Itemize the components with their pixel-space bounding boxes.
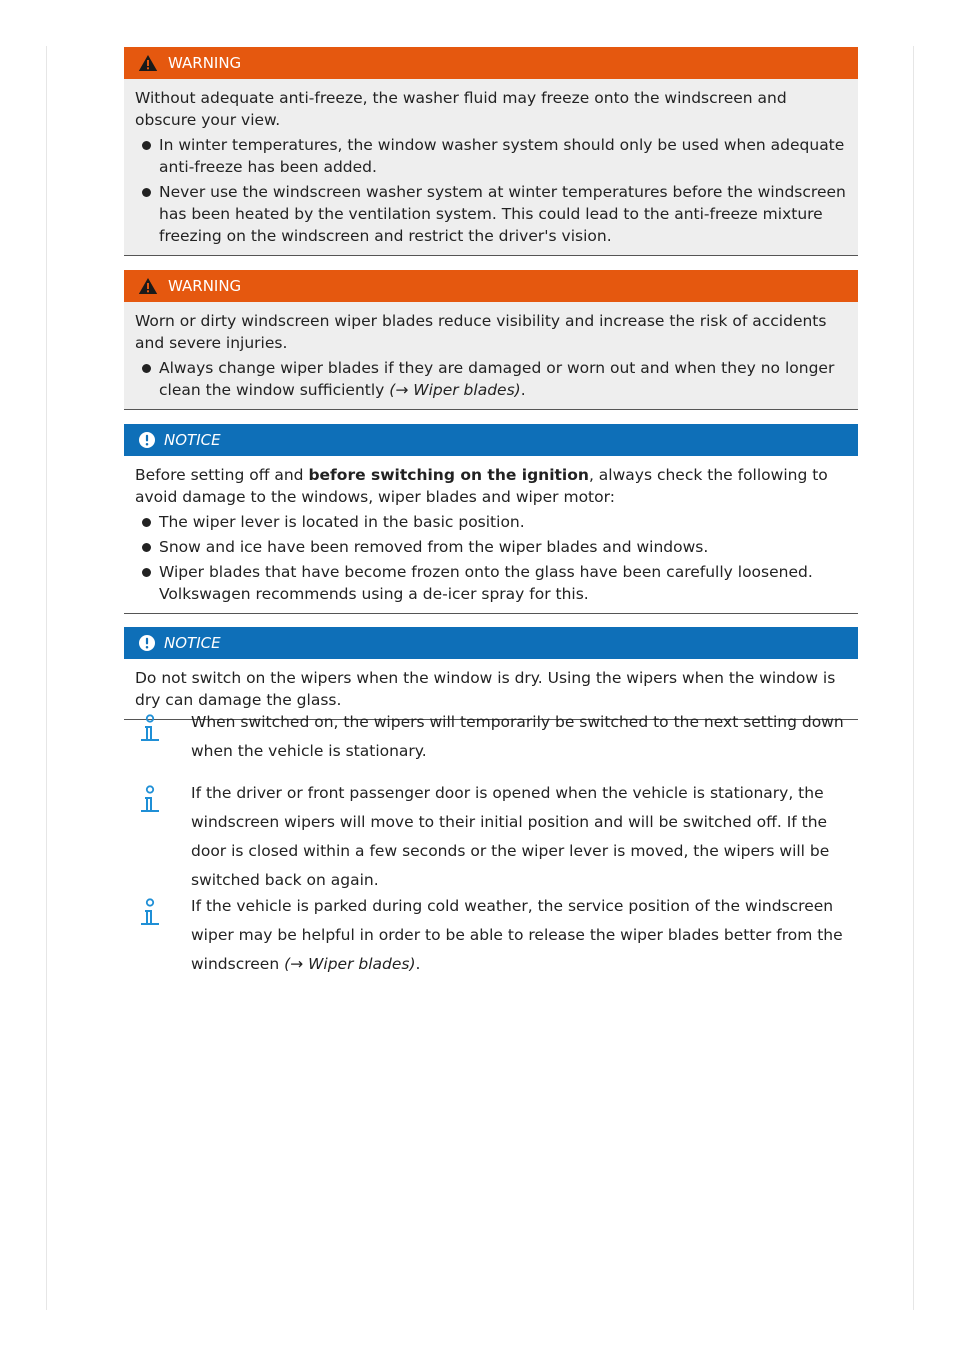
warning-list — [135, 134, 846, 247]
list-item: Wiper blades that have become frozen onto the glass have been carefully loosened. Volkswagen recommends using a de-icer spray for this. — [135, 561, 846, 605]
notice-box-dry-window — [124, 627, 858, 720]
list-item: Never use the windscreen washer system at winter temperatures before the windscreen has been heated by the ventilation system. This could lead to the anti-freeze mixture freezing on the windscreen and restrict the driver's vision. — [135, 181, 846, 247]
cross-reference-link[interactable]: (→ Wiper blades) — [389, 381, 521, 399]
warning-text: Without adequate anti-freeze, the washer fluid may freeze onto the windscreen and obscure your view. — [135, 89, 787, 129]
warning-triangle-icon — [138, 54, 158, 72]
info-note — [191, 779, 861, 895]
warning-triangle-icon — [138, 277, 158, 295]
list-item: The wiper lever is located in the basic position. — [135, 511, 846, 533]
text-segment: If the vehicle is parked during cold weather, the service position of the windscreen wiper may be helpful in order to be able to release the wiper blades better from the windscreen — [191, 897, 843, 973]
notice-text: Do not switch on the wipers when the window is dry. Using the wipers when the window is dry can damage the glass. — [135, 669, 836, 709]
notice-text — [135, 464, 846, 508]
info-i-icon — [139, 714, 161, 744]
list-item — [135, 357, 846, 401]
list-item: Snow and ice have been removed from the wiper blades and windows. — [135, 536, 846, 558]
notice-box-before-driving — [124, 424, 858, 614]
notice-label: NOTICE — [164, 431, 221, 449]
bold-text: before switching on the ignition — [308, 466, 589, 484]
notice-body — [124, 456, 858, 613]
warning-body — [124, 79, 858, 255]
right-page-rule — [913, 46, 914, 1310]
warning-label: WARNING — [168, 277, 242, 295]
warning-header — [124, 270, 858, 302]
info-note — [191, 708, 861, 766]
item-text: Always change wiper blades if they are damaged or worn out and when they no longer clean the window sufficiently — [159, 359, 835, 399]
left-page-rule — [46, 46, 47, 1310]
warning-text: Worn or dirty windscreen wiper blades reduce visibility and increase the risk of accidents and severe injuries. — [135, 312, 827, 352]
warning-body — [124, 302, 858, 409]
warning-header — [124, 47, 858, 79]
cross-reference-link[interactable]: (→ Wiper blades) — [284, 955, 416, 973]
notice-label: NOTICE — [164, 634, 221, 652]
warning-list — [135, 357, 846, 401]
page-content — [124, 47, 858, 973]
notice-header — [124, 424, 858, 456]
warning-box-washer-fluid — [124, 47, 858, 256]
item-end: . — [520, 381, 526, 399]
text-segment: Before setting off and — [135, 466, 309, 484]
exclamation-circle-icon — [138, 431, 156, 449]
warning-box-wiper-blades — [124, 270, 858, 410]
info-text: When switched on, the wipers will temporarily be switched to the next setting down when the vehicle is stationary. — [191, 713, 844, 760]
notice-header — [124, 627, 858, 659]
notice-list — [135, 511, 846, 605]
info-text — [191, 892, 861, 979]
info-i-icon — [139, 898, 161, 928]
warning-label: WARNING — [168, 54, 242, 72]
info-i-icon — [139, 785, 161, 815]
info-text: If the driver or front passenger door is opened when the vehicle is stationary, the windscreen wipers will move to their initial position and will be switched off. If the door is closed within a few seconds or the wiper lever is moved, the wipers will be switched back on again. — [191, 784, 830, 889]
text-segment: . — [415, 955, 421, 973]
info-note — [191, 892, 861, 979]
text-segment: , always check the following to avoid damage to the windows, wiper blades and wiper motor: — [135, 466, 828, 506]
list-item: In winter temperatures, the window washer system should only be used when adequate anti-freeze has been added. — [135, 134, 846, 178]
exclamation-circle-icon — [138, 634, 156, 652]
